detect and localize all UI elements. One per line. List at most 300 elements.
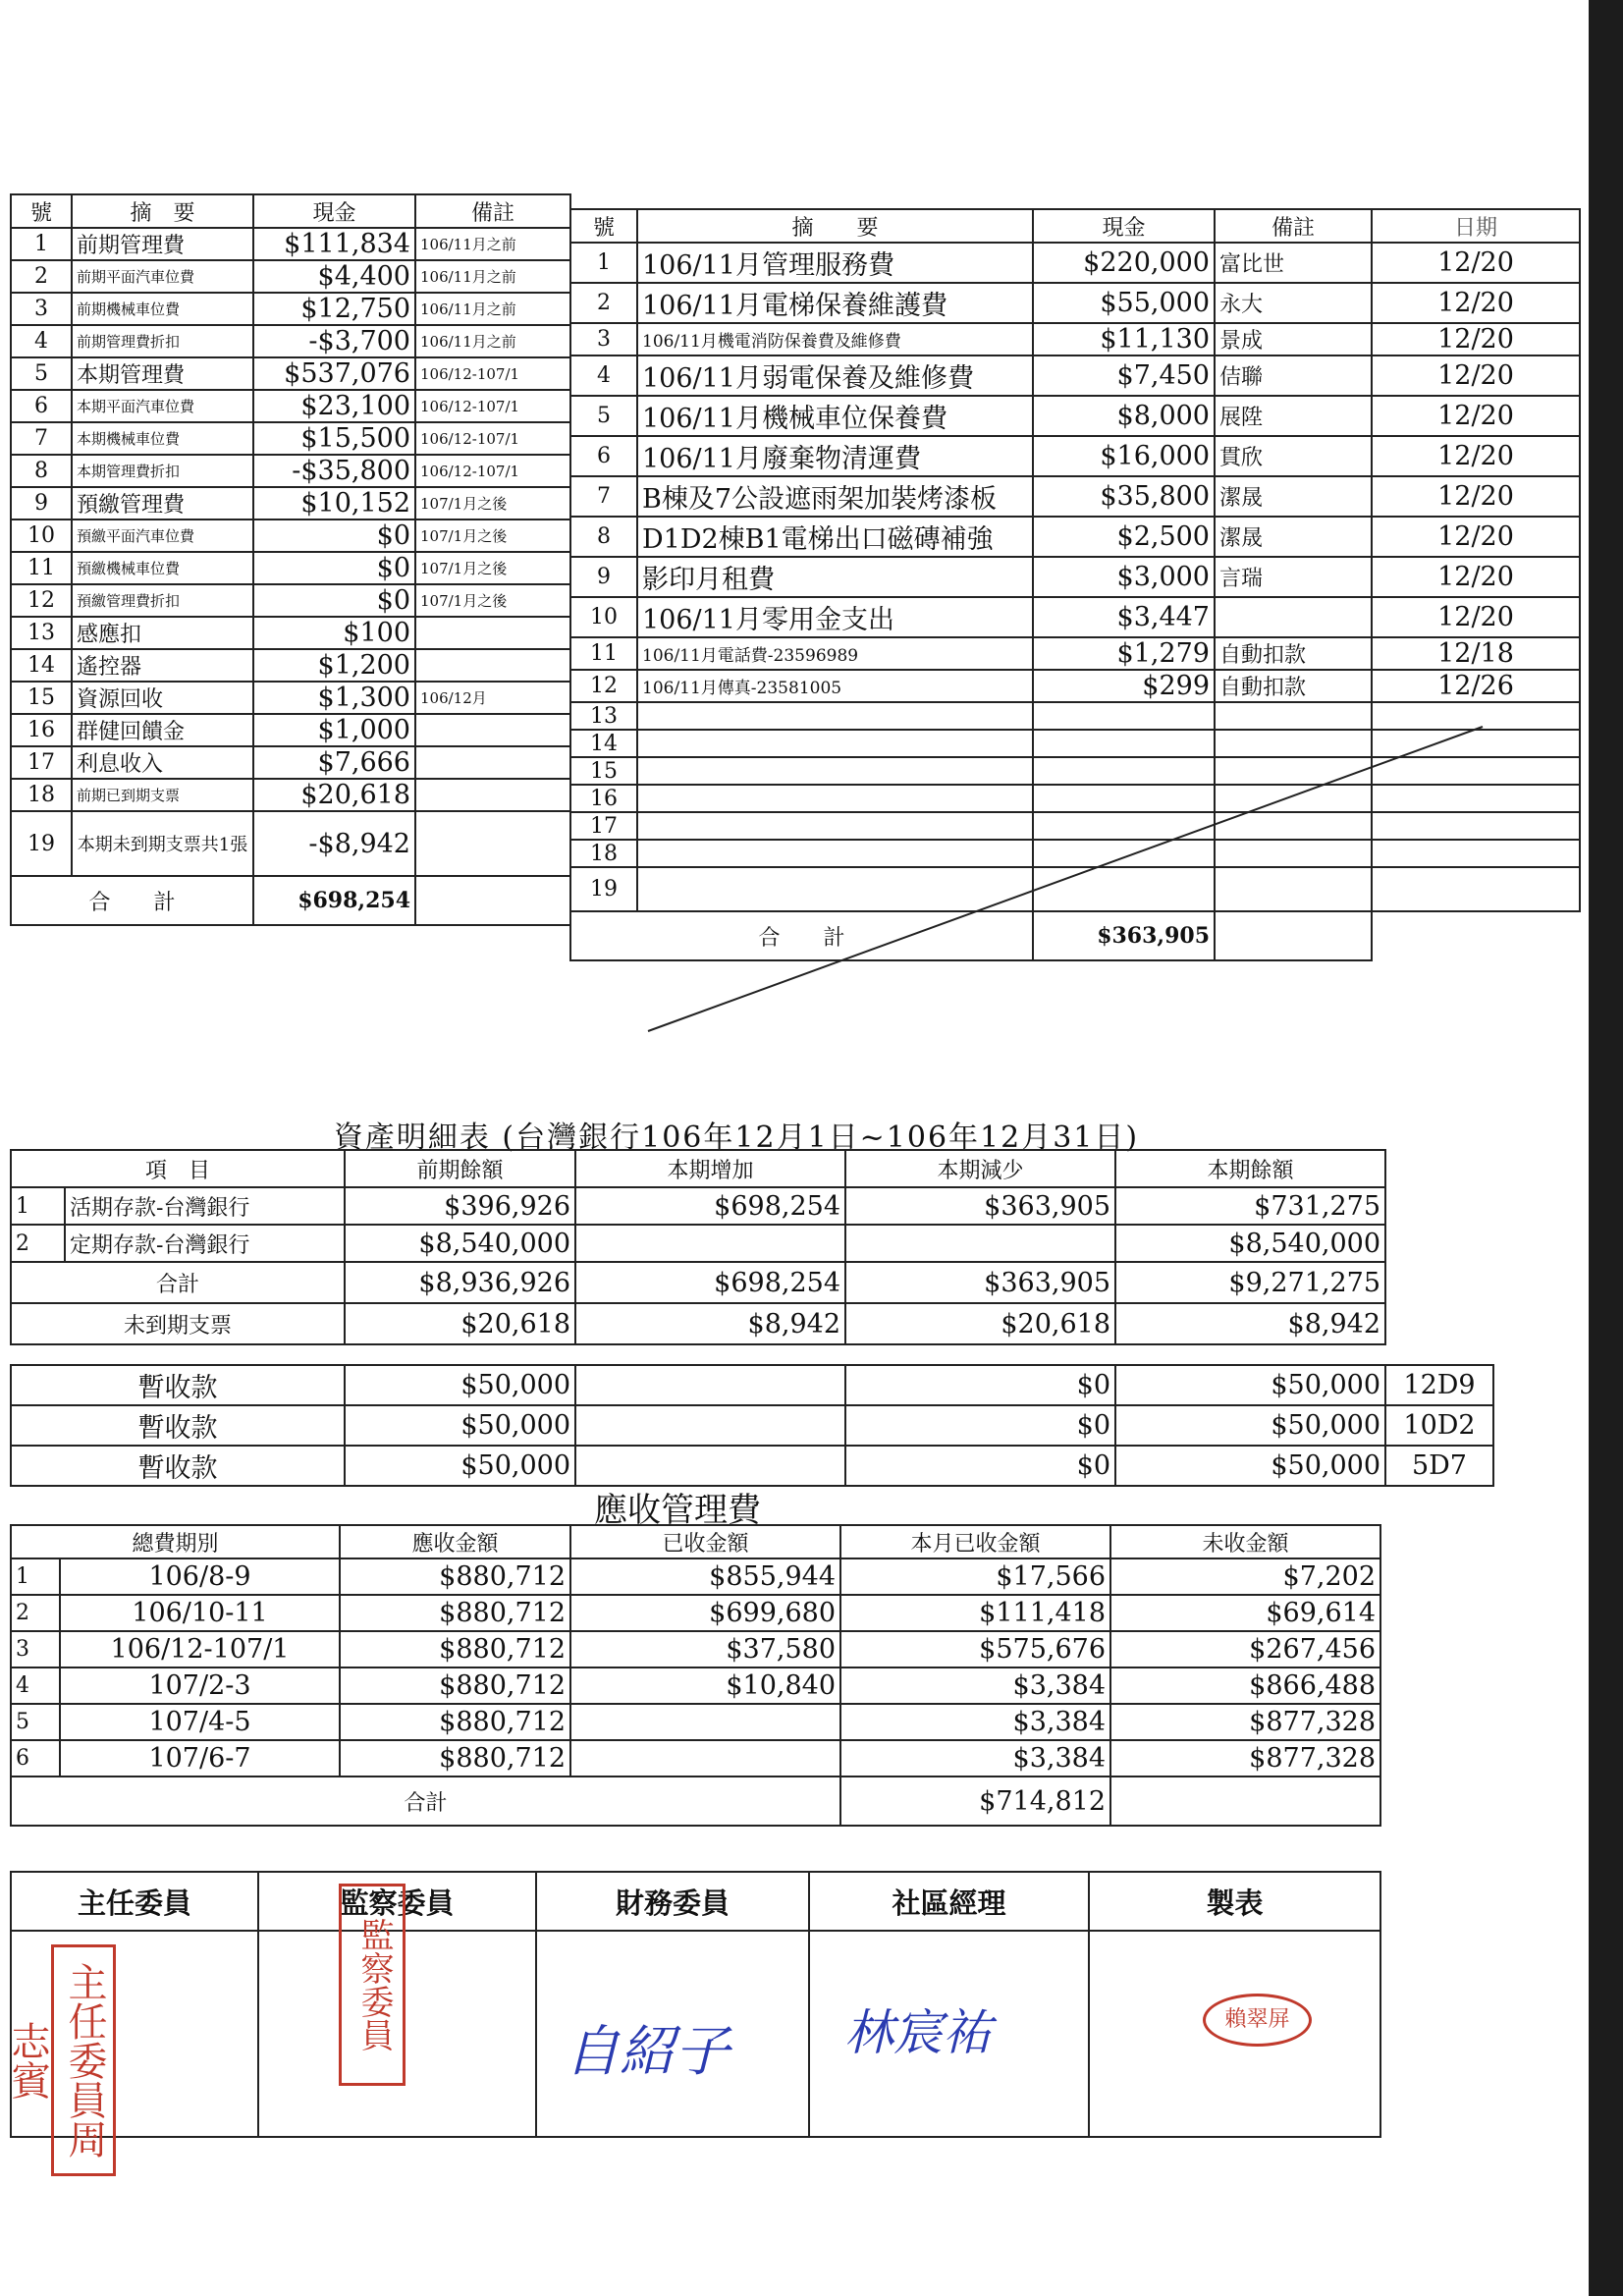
income-row-summary: 資源回收 — [72, 682, 253, 714]
income-row-no: 19 — [11, 811, 72, 876]
receivable-row-period: 107/4-5 — [60, 1704, 340, 1740]
receivable-title: 應收管理費 — [594, 1491, 761, 1530]
expense-row-cash: $7,450 — [1033, 355, 1215, 396]
expense-row-cash: $8,000 — [1033, 396, 1215, 436]
expense-row-summary: 106/11月機械車位保養費 — [637, 396, 1033, 436]
income-total-row — [11, 876, 570, 925]
expense-row-date: 12/20 — [1372, 243, 1580, 283]
income-row-summary: 前期機械車位費 — [72, 293, 253, 325]
expense-row-note: 潔晟 — [1215, 517, 1372, 557]
temp-dec: $0 — [845, 1405, 1115, 1446]
assets-uncashed-bal: $8,942 — [1115, 1303, 1385, 1344]
expense-row-summary: 106/11月電話費-23596989 — [637, 637, 1033, 670]
income-row-note — [415, 811, 570, 876]
income-header-note: 備註 — [415, 194, 570, 228]
table-row — [570, 436, 1580, 476]
table-row — [11, 1667, 1380, 1704]
receivable-row-month: $575,676 — [840, 1631, 1110, 1667]
temp-prev: $50,000 — [345, 1405, 575, 1446]
expense-row-summary: 106/11月弱電保養及維修費 — [637, 355, 1033, 396]
receivable-header-paid: 已收金額 — [570, 1525, 840, 1558]
temp-dec: $0 — [845, 1365, 1115, 1405]
income-row-no: 7 — [11, 422, 72, 455]
expense-row-note: 自動扣款 — [1215, 670, 1372, 702]
income-table — [10, 193, 571, 926]
table-row — [11, 390, 570, 422]
income-row-summary: 遙控器 — [72, 649, 253, 682]
expense-row-no: 10 — [570, 597, 637, 637]
income-header-row — [11, 194, 570, 228]
expense-row-date: 12/20 — [1372, 323, 1580, 355]
assets-uncashed-inc: $8,942 — [575, 1303, 845, 1344]
income-row-no: 11 — [11, 552, 72, 584]
table-row — [11, 1365, 1493, 1405]
receivable-row-month: $3,384 — [840, 1740, 1110, 1777]
temp-bal: $50,000 — [1115, 1405, 1385, 1446]
income-row-note — [415, 617, 570, 649]
income-row-cash: $12,750 — [253, 293, 415, 325]
expense-row-date: 12/20 — [1372, 476, 1580, 517]
income-row-note: 106/11月之前 — [415, 260, 570, 293]
temp-code: 5D7 — [1385, 1446, 1493, 1486]
assets-header-item: 項 目 — [11, 1150, 345, 1187]
table-row — [11, 1595, 1380, 1631]
expense-row-note: 自動扣款 — [1215, 637, 1372, 670]
table-row — [11, 260, 570, 293]
expense-row-no: 2 — [570, 283, 637, 323]
signature-header-maker: 製表 — [1089, 1872, 1380, 1931]
receivable-row-paid: $10,840 — [570, 1667, 840, 1704]
income-row-no: 5 — [11, 357, 72, 390]
assets-row-no: 2 — [11, 1225, 65, 1262]
receivable-header-row — [11, 1525, 1380, 1558]
table-row — [11, 1704, 1380, 1740]
expense-row-no: 19 — [570, 867, 637, 911]
table-row — [570, 557, 1580, 597]
assets-subtotal-bal: $9,271,275 — [1115, 1262, 1385, 1303]
expense-header-row — [570, 209, 1580, 243]
assets-uncashed-dec: $20,618 — [845, 1303, 1115, 1344]
income-row-cash: $100 — [253, 617, 415, 649]
income-row-no: 6 — [11, 390, 72, 422]
assets-row-inc — [575, 1225, 845, 1262]
assets-row-inc: $698,254 — [575, 1187, 845, 1225]
expense-total-value: $363,905 — [1033, 911, 1215, 960]
receivable-row-period: 107/2-3 — [60, 1667, 340, 1704]
expense-header-date: 日期 — [1372, 209, 1580, 243]
receivable-row-no: 1 — [11, 1558, 60, 1595]
income-row-summary: 本期管理費 — [72, 357, 253, 390]
receivable-header-unpaid: 未收金額 — [1110, 1525, 1380, 1558]
assets-table — [10, 1149, 1386, 1345]
income-row-cash: $4,400 — [253, 260, 415, 293]
expense-row-no: 16 — [570, 785, 637, 812]
expense-row-no: 7 — [570, 476, 637, 517]
table-row — [11, 1558, 1380, 1595]
expense-row-date: 12/20 — [1372, 597, 1580, 637]
receivable-row-paid: $699,680 — [570, 1595, 840, 1631]
expense-row-cash: $3,447 — [1033, 597, 1215, 637]
receivable-table — [10, 1524, 1381, 1827]
income-row-summary: 預繳機械車位費 — [72, 552, 253, 584]
income-row-note — [415, 779, 570, 811]
table-row — [11, 552, 570, 584]
receivable-total-value: $714,812 — [840, 1777, 1110, 1826]
assets-header-bal: 本期餘額 — [1115, 1150, 1385, 1187]
temp-inc — [575, 1446, 845, 1486]
assets-row-prev: $396,926 — [345, 1187, 575, 1225]
table-row — [11, 1446, 1493, 1486]
receivable-total-label: 合計 — [11, 1777, 840, 1826]
income-row-summary: 預繳平面汽車位費 — [72, 519, 253, 552]
receivable-row-no: 5 — [11, 1704, 60, 1740]
temp-code: 12D9 — [1385, 1365, 1493, 1405]
receivable-row-month: $3,384 — [840, 1704, 1110, 1740]
assets-uncashed-prev: $20,618 — [345, 1303, 575, 1344]
expense-row-no: 15 — [570, 757, 637, 785]
receivable-header-month: 本月已收金額 — [840, 1525, 1110, 1558]
table-row — [11, 293, 570, 325]
assets-header-row — [11, 1150, 1385, 1187]
expense-row-no: 6 — [570, 436, 637, 476]
expense-row-cash: $220,000 — [1033, 243, 1215, 283]
income-header-no: 號 — [11, 194, 72, 228]
receivable-row-month: $111,418 — [840, 1595, 1110, 1631]
assets-header-inc: 本期增加 — [575, 1150, 845, 1187]
income-row-cash: -$3,700 — [253, 325, 415, 357]
receivable-header-period: 總費期別 — [11, 1525, 340, 1558]
expense-row-date: 12/20 — [1372, 355, 1580, 396]
income-row-summary: 前期管理費 — [72, 228, 253, 260]
expense-row-summary: 影印月租費 — [637, 557, 1033, 597]
maker-seal-text: 賴翠屏 — [1224, 2007, 1290, 2032]
assets-row-item: 定期存款-台灣銀行 — [65, 1225, 345, 1262]
income-row-cash: $1,000 — [253, 714, 415, 746]
income-row-cash: $0 — [253, 519, 415, 552]
expense-row-no: 3 — [570, 323, 637, 355]
assets-row-no: 1 — [11, 1187, 65, 1225]
assets-row-dec: $363,905 — [845, 1187, 1115, 1225]
expense-row-note: 富比世 — [1215, 243, 1372, 283]
table-row — [570, 355, 1580, 396]
receivable-row-period: 107/6-7 — [60, 1740, 340, 1777]
temp-bal: $50,000 — [1115, 1446, 1385, 1486]
receivable-row-due: $880,712 — [340, 1667, 570, 1704]
income-row-cash: $0 — [253, 552, 415, 584]
expense-row-no: 9 — [570, 557, 637, 597]
assets-row-item: 活期存款-台灣銀行 — [65, 1187, 345, 1225]
table-row — [11, 811, 570, 876]
signature-header-supervisor: 監察委員 — [258, 1872, 536, 1931]
income-row-note: 107/1月之後 — [415, 519, 570, 552]
expense-row-summary: 106/11月電梯保養維護費 — [637, 283, 1033, 323]
income-row-summary: 本期機械車位費 — [72, 422, 253, 455]
receivable-total-empty — [1110, 1777, 1380, 1826]
income-row-no: 8 — [11, 455, 72, 487]
expense-total-label: 合 計 — [570, 911, 1033, 960]
assets-uncashed-label: 未到期支票 — [11, 1303, 345, 1344]
expense-row-note: 潔晟 — [1215, 476, 1372, 517]
expense-row-no: 5 — [570, 396, 637, 436]
expense-row-no: 1 — [570, 243, 637, 283]
expense-row-summary: B棟及7公設遮雨架加裝烤漆板 — [637, 476, 1033, 517]
receivable-row-paid: $855,944 — [570, 1558, 840, 1595]
temp-bal: $50,000 — [1115, 1365, 1385, 1405]
table-row — [11, 617, 570, 649]
void-diagonal-line — [628, 722, 1492, 1046]
income-row-note: 107/1月之後 — [415, 487, 570, 519]
assets-title: 資產明細表 (台灣銀行106年12月1日~106年12月31日) — [333, 1121, 1140, 1155]
income-row-summary: 前期管理費折扣 — [72, 325, 253, 357]
table-row — [11, 746, 570, 779]
receivable-total-row — [11, 1777, 1380, 1826]
income-row-cash: -$35,800 — [253, 455, 415, 487]
receivable-row-paid — [570, 1704, 840, 1740]
table-row — [11, 779, 570, 811]
income-row-no: 3 — [11, 293, 72, 325]
income-row-cash: $0 — [253, 584, 415, 617]
expense-row-no: 11 — [570, 637, 637, 670]
table-row — [11, 422, 570, 455]
income-row-no: 18 — [11, 779, 72, 811]
signature-table — [10, 1871, 1381, 2138]
table-row — [11, 714, 570, 746]
expense-row-note: 永大 — [1215, 283, 1372, 323]
income-row-no: 16 — [11, 714, 72, 746]
receivable-row-due: $880,712 — [340, 1631, 570, 1667]
receivable-row-period: 106/8-9 — [60, 1558, 340, 1595]
receivable-row-month: $3,384 — [840, 1667, 1110, 1704]
income-row-no: 14 — [11, 649, 72, 682]
assets-subtotal-prev: $8,936,926 — [345, 1262, 575, 1303]
receivable-row-no: 6 — [11, 1740, 60, 1777]
receivable-row-period: 106/10-11 — [60, 1595, 340, 1631]
income-row-summary: 群健回饋金 — [72, 714, 253, 746]
table-row — [570, 597, 1580, 637]
temp-item: 暫收款 — [11, 1405, 345, 1446]
table-row — [11, 519, 570, 552]
table-row — [570, 243, 1580, 283]
expense-row-date: 12/26 — [1372, 670, 1580, 702]
signature-header-finance: 財務委員 — [536, 1872, 809, 1931]
table-row — [570, 517, 1580, 557]
income-total-value: $698,254 — [253, 876, 415, 925]
table-row — [11, 228, 570, 260]
income-row-note: 106/11月之前 — [415, 228, 570, 260]
expense-row-no: 13 — [570, 702, 637, 730]
expense-row-cash: $35,800 — [1033, 476, 1215, 517]
expense-row-note: 景成 — [1215, 323, 1372, 355]
expense-row-summary: 106/11月廢棄物清運費 — [637, 436, 1033, 476]
income-row-note: 106/12-107/1 — [415, 422, 570, 455]
receivable-row-unpaid: $866,488 — [1110, 1667, 1380, 1704]
temp-dec: $0 — [845, 1446, 1115, 1486]
receivable-row-due: $880,712 — [340, 1740, 570, 1777]
receivable-row-unpaid: $69,614 — [1110, 1595, 1380, 1631]
signature-header-manager: 社區經理 — [809, 1872, 1089, 1931]
income-row-summary: 預繳管理費折扣 — [72, 584, 253, 617]
income-row-cash: $537,076 — [253, 357, 415, 390]
expense-row-no: 14 — [570, 730, 637, 757]
assets-subtotal-inc: $698,254 — [575, 1262, 845, 1303]
table-row — [11, 325, 570, 357]
receivable-row-no: 3 — [11, 1631, 60, 1667]
chair-seal — [5, 1944, 116, 2176]
temp-prev: $50,000 — [345, 1446, 575, 1486]
supervisor-seal-text: 監察委員 — [354, 1918, 394, 2051]
assets-header-prev: 前期餘額 — [345, 1150, 575, 1187]
income-row-cash: $1,200 — [253, 649, 415, 682]
expense-row-date: 12/20 — [1372, 517, 1580, 557]
income-row-note: 106/12-107/1 — [415, 390, 570, 422]
expense-row-date: 12/20 — [1372, 396, 1580, 436]
receivable-row-paid: $37,580 — [570, 1631, 840, 1667]
receivable-row-due: $880,712 — [340, 1558, 570, 1595]
expense-row-summary: 106/11月管理服務費 — [637, 243, 1033, 283]
expense-header-cash: 現金 — [1033, 209, 1215, 243]
income-row-summary: 前期平面汽車位費 — [72, 260, 253, 293]
expense-row-no: 12 — [570, 670, 637, 702]
table-row — [570, 283, 1580, 323]
income-row-cash: $15,500 — [253, 422, 415, 455]
income-row-summary: 利息收入 — [72, 746, 253, 779]
receivable-row-unpaid: $877,328 — [1110, 1704, 1380, 1740]
table-row — [11, 1405, 1493, 1446]
table-row — [11, 1631, 1380, 1667]
scanner-edge — [1589, 0, 1623, 2296]
expense-row-date: 12/20 — [1372, 283, 1580, 323]
income-header-summary: 摘 要 — [72, 194, 253, 228]
table-row — [570, 476, 1580, 517]
assets-row-prev: $8,540,000 — [345, 1225, 575, 1262]
maker-seal — [1203, 1994, 1312, 2047]
expense-row-no: 8 — [570, 517, 637, 557]
expense-row-no: 4 — [570, 355, 637, 396]
table-row — [11, 357, 570, 390]
expense-row-cash: $2,500 — [1033, 517, 1215, 557]
expense-row-cash: $299 — [1033, 670, 1215, 702]
expense-header-summary: 摘 要 — [637, 209, 1033, 243]
assets-row-bal: $731,275 — [1115, 1187, 1385, 1225]
expense-header-no: 號 — [570, 209, 637, 243]
expense-row-no: 17 — [570, 812, 637, 840]
expense-row-summary: 106/11月零用金支出 — [637, 597, 1033, 637]
assets-header-dec: 本期減少 — [845, 1150, 1115, 1187]
income-row-summary: 前期已到期支票 — [72, 779, 253, 811]
table-row — [11, 1740, 1380, 1777]
expense-row-date: 12/18 — [1372, 637, 1580, 670]
expense-header-note: 備註 — [1215, 209, 1372, 243]
expense-row-note: 貫欣 — [1215, 436, 1372, 476]
expense-row-summary: 106/11月機電消防保養費及維修費 — [637, 323, 1033, 355]
receivable-header-due: 應收金額 — [340, 1525, 570, 1558]
expense-row-note: 佶聯 — [1215, 355, 1372, 396]
assets-subtotal-label: 合計 — [11, 1262, 345, 1303]
income-row-note — [415, 649, 570, 682]
income-row-note — [415, 746, 570, 779]
receivable-row-month: $17,566 — [840, 1558, 1110, 1595]
manager-signature: 林宸祐 — [844, 2004, 992, 2061]
expense-row-summary: D1D2棟B1電梯出口磁磚補強 — [637, 517, 1033, 557]
signature-header-row — [11, 1872, 1380, 1931]
finance-signature: 自紹子 — [565, 2020, 730, 2084]
expense-row-note: 展陞 — [1215, 396, 1372, 436]
receivable-row-no: 2 — [11, 1595, 60, 1631]
expense-row-summary: 106/11月傳真-23581005 — [637, 670, 1033, 702]
income-row-no: 17 — [11, 746, 72, 779]
income-row-note: 106/11月之前 — [415, 293, 570, 325]
table-row — [11, 584, 570, 617]
income-row-note: 106/11月之前 — [415, 325, 570, 357]
assets-subtotal-row — [11, 1262, 1385, 1303]
income-header-cash: 現金 — [253, 194, 415, 228]
expense-row-date: 12/20 — [1372, 557, 1580, 597]
income-row-no: 4 — [11, 325, 72, 357]
receivable-row-period: 106/12-107/1 — [60, 1631, 340, 1667]
table-row — [570, 670, 1580, 702]
receivable-row-no: 4 — [11, 1667, 60, 1704]
receivable-row-unpaid: $877,328 — [1110, 1740, 1380, 1777]
expense-row-cash: $1,279 — [1033, 637, 1215, 670]
income-row-cash: $7,666 — [253, 746, 415, 779]
table-row — [11, 649, 570, 682]
income-row-cash: $1,300 — [253, 682, 415, 714]
income-row-note: 107/1月之後 — [415, 584, 570, 617]
expense-row-note: 言瑞 — [1215, 557, 1372, 597]
table-row — [11, 682, 570, 714]
assets-uncashed-row — [11, 1303, 1385, 1344]
income-row-no: 15 — [11, 682, 72, 714]
temp-inc — [575, 1365, 845, 1405]
income-total-label: 合 計 — [11, 876, 253, 925]
expense-row-no: 18 — [570, 840, 637, 867]
receivable-row-due: $880,712 — [340, 1595, 570, 1631]
temp-prev: $50,000 — [345, 1365, 575, 1405]
income-row-summary: 本期未到期支票共1張 — [72, 811, 253, 876]
income-row-cash: $111,834 — [253, 228, 415, 260]
temp-item: 暫收款 — [11, 1446, 345, 1486]
signature-header-chair: 主任委員 — [11, 1872, 258, 1931]
assets-subtotal-dec: $363,905 — [845, 1262, 1115, 1303]
chair-seal-text: 主任委員周志賓 — [5, 1962, 107, 2159]
income-row-cash: $10,152 — [253, 487, 415, 519]
temp-item: 暫收款 — [11, 1365, 345, 1405]
income-row-note: 106/12-107/1 — [415, 455, 570, 487]
income-row-no: 12 — [11, 584, 72, 617]
income-row-summary: 感應扣 — [72, 617, 253, 649]
income-row-summary: 預繳管理費 — [72, 487, 253, 519]
expense-row-cash: $16,000 — [1033, 436, 1215, 476]
income-row-note: 106/12-107/1 — [415, 357, 570, 390]
income-row-no: 9 — [11, 487, 72, 519]
income-row-no: 2 — [11, 260, 72, 293]
income-row-cash: $20,618 — [253, 779, 415, 811]
income-row-summary: 本期管理費折扣 — [72, 455, 253, 487]
temp-inc — [575, 1405, 845, 1446]
temp-code: 10D2 — [1385, 1405, 1493, 1446]
table-row — [11, 1225, 1385, 1262]
table-row — [570, 323, 1580, 355]
receivable-row-paid — [570, 1740, 840, 1777]
table-row — [11, 455, 570, 487]
table-row — [11, 487, 570, 519]
income-row-cash: -$8,942 — [253, 811, 415, 876]
expense-row-cash: $3,000 — [1033, 557, 1215, 597]
income-row-note: 107/1月之後 — [415, 552, 570, 584]
expense-row-cash: $55,000 — [1033, 283, 1215, 323]
assets-row-dec — [845, 1225, 1115, 1262]
income-row-note — [415, 714, 570, 746]
